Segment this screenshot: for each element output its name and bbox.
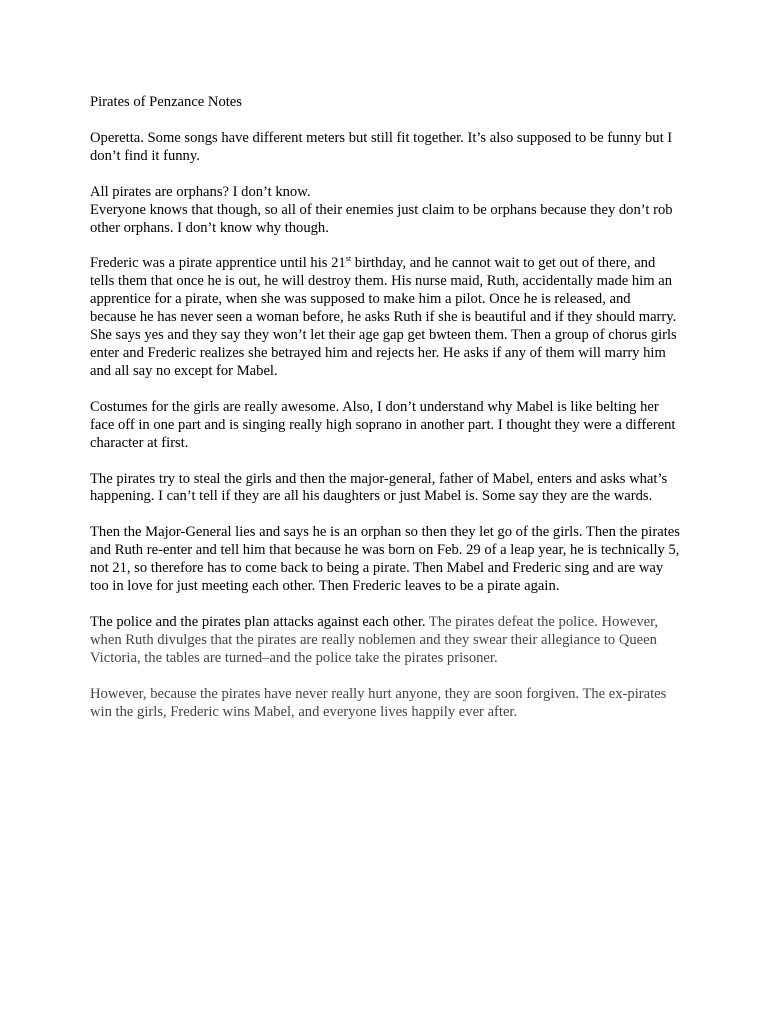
paragraph-leap-year: Then the Major-General lies and says he is an orphan so then they let go of the girls. Then the pirates and Ruth re-enter and tell him that because he was born on Feb. 29 of a leap year, he is technically 5, not 21, so therefore has to come back to being a pirate. Then Mabel and Frederic sing and are way too in love for just meeting each other. Then Frederic leaves to be a pirate again. — [90, 524, 680, 595]
frederic-text-rest: birthday, and he cannot wait to get out of there, and tells them that once he is out, he will destroy them. His nurse maid, Ruth, accidentally made him an apprentice for a pirate, when she was supposed to make him a pilot. Once he is released, and because he has never seen a woman before, he asks Ruth if she is beautiful and if they should marry. She says yes and they say they won’t let their age gap get bwteen them. Then a group of chorus girls enter and Frederic realizes she betrayed him and rejects her. He asks if any of them will marry him and all say no except for Mabel. — [90, 255, 677, 379]
police-text: The police and the pirates plan attacks against each other. — [90, 613, 429, 630]
document-page — [90, 94, 680, 739]
orphans-question: All pirates are orphans? I don’t know. — [90, 183, 311, 200]
orphans-explanation: Everyone knows that though, so all of their enemies just claim to be orphans because they don’t rob other orphans. I don’t know why though. — [90, 201, 673, 236]
paragraph-operetta: Operetta. Some songs have different meters but still fit together. It’s also supposed to be funny but I don’t find it funny. — [90, 129, 673, 164]
paragraph-orphans — [90, 184, 680, 238]
frederic-text-start: Frederic was a pirate apprentice until his 21 — [90, 255, 346, 272]
paragraph-police — [90, 614, 680, 668]
paragraph-frederic — [90, 255, 680, 380]
document-title: Pirates of Penzance Notes — [90, 94, 242, 110]
paragraph-major-general: The pirates try to steal the girls and then the major-general, father of Mabel, enters and asks what’s happening. I can’t tell if they are all his daughters or just Mabel is. Some say they are the wards. — [90, 470, 668, 505]
paragraph-ending: However, because the pirates have never really hurt anyone, they are soon forgiven. The ex-pirates win the girls, Frederic wins Mabel, and everyone lives happily ever after. — [90, 685, 667, 720]
ordinal-superscript: st — [345, 254, 352, 264]
paragraph-costumes: Costumes for the girls are really awesome. Also, I don’t understand why Mabel is like belting her face off in one part and is singing really high soprano in another part. I thought they were a different character at first. — [90, 398, 676, 451]
police-quoted-text: The pirates defeat the police. However, when Ruth divulges that the pirates are really noblemen and they swear their allegiance to Queen Victoria, the tables are turned–and the police take the pirates prisoner. — [90, 613, 659, 666]
